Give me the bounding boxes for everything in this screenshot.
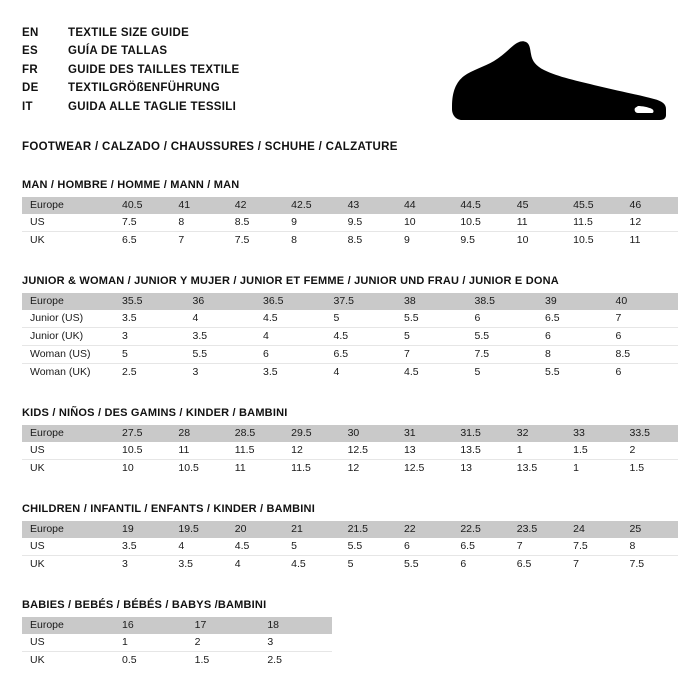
- cell: 4.5: [227, 538, 283, 556]
- section-title: JUNIOR & WOMAN / JUNIOR Y MUJER / JUNIOR ET FEMME / JUNIOR UND FRAU / JUNIOR E DONA: [22, 275, 559, 287]
- cell: 4: [255, 328, 326, 346]
- cell: 7: [170, 232, 226, 250]
- cell: 6: [608, 364, 679, 382]
- cell: 35.5: [114, 293, 185, 310]
- language-row: [22, 61, 240, 80]
- cell: 7.5: [467, 346, 538, 364]
- cell: 40.5: [114, 197, 170, 214]
- cell: 12: [283, 442, 339, 460]
- table-row: [22, 197, 678, 214]
- section-title: BABIES / BEBÉS / BÉBÉS / BABYS /BAMBINI: [22, 599, 267, 611]
- cell: 12.5: [396, 460, 452, 478]
- cell: 3: [114, 328, 185, 346]
- cell: 36: [185, 293, 256, 310]
- cell: 25: [622, 521, 678, 538]
- cell: 18: [259, 617, 332, 634]
- cell: 10.5: [452, 214, 508, 232]
- cell: 3.5: [185, 328, 256, 346]
- cell: 3.5: [170, 556, 226, 574]
- row-label: Woman (UK): [22, 364, 114, 382]
- cell: 5.5: [537, 364, 608, 382]
- table-row: [22, 652, 332, 670]
- size-table-babies: [22, 617, 332, 669]
- cell: 11: [509, 214, 565, 232]
- cell: 3: [114, 556, 170, 574]
- cell: 31: [396, 425, 452, 442]
- language-title: GUÍA DE TALLAS: [68, 45, 168, 58]
- section-title: CHILDREN / INFANTIL / ENFANTS / KINDER / BAMBINI: [22, 503, 315, 515]
- cell: 9.5: [452, 232, 508, 250]
- cell: 3.5: [114, 310, 185, 328]
- language-row: [22, 98, 240, 117]
- row-label: UK: [22, 556, 114, 574]
- cell: 11: [622, 232, 678, 250]
- cell: 5: [467, 364, 538, 382]
- section-babies: [22, 599, 678, 669]
- cell: 7.5: [622, 556, 678, 574]
- table-row: [22, 346, 678, 364]
- cell: 22: [396, 521, 452, 538]
- cell: 11.5: [283, 460, 339, 478]
- cell: 4.5: [396, 364, 467, 382]
- cell: 4.5: [255, 310, 326, 328]
- cell: 19.5: [170, 521, 226, 538]
- table-row: [22, 328, 678, 346]
- cell: 6.5: [452, 538, 508, 556]
- cell: 7.5: [114, 214, 170, 232]
- section-man: [22, 179, 678, 249]
- cell: 29.5: [283, 425, 339, 442]
- cell: 1: [565, 460, 621, 478]
- table-row: [22, 521, 678, 538]
- cell: 13: [396, 442, 452, 460]
- cell: 1: [114, 634, 187, 652]
- cell: 21: [283, 521, 339, 538]
- cell: 5: [396, 328, 467, 346]
- cell: 4: [326, 364, 397, 382]
- row-label: US: [22, 538, 114, 556]
- row-label: Europe: [22, 617, 114, 634]
- cell: 11: [227, 460, 283, 478]
- cell: 1.5: [187, 652, 260, 670]
- cell: 8.5: [227, 214, 283, 232]
- row-label: Woman (US): [22, 346, 114, 364]
- cell: 20: [227, 521, 283, 538]
- cell: 8: [622, 538, 678, 556]
- cell: 10.5: [114, 442, 170, 460]
- language-title: TEXTILE SIZE GUIDE: [68, 26, 190, 39]
- cell: 44.5: [452, 197, 508, 214]
- cell: 6.5: [326, 346, 397, 364]
- cell: 5: [326, 310, 397, 328]
- section-title: MAN / HOMBRE / HOMME / MANN / MAN: [22, 179, 240, 191]
- cell: 6: [452, 556, 508, 574]
- language-code: DE: [22, 82, 39, 95]
- cell: 38.5: [467, 293, 538, 310]
- cell: 2: [622, 442, 678, 460]
- cell: 10: [396, 214, 452, 232]
- cell: 8: [170, 214, 226, 232]
- cell: 9: [283, 214, 339, 232]
- cell: 11.5: [565, 214, 621, 232]
- row-label: UK: [22, 652, 114, 670]
- section-kids: [22, 407, 678, 477]
- size-table-man: [22, 197, 678, 249]
- document-header: [22, 24, 678, 129]
- cell: 10.5: [170, 460, 226, 478]
- cell: 7: [509, 538, 565, 556]
- table-row: [22, 617, 332, 634]
- cell: 5: [340, 556, 396, 574]
- cell: 10.5: [565, 232, 621, 250]
- cell: 42.5: [283, 197, 339, 214]
- cell: 12: [340, 460, 396, 478]
- cell: 16: [114, 617, 187, 634]
- row-label: Junior (UK): [22, 328, 114, 346]
- cell: 6.5: [537, 310, 608, 328]
- cell: 3: [259, 634, 332, 652]
- cell: 6: [608, 328, 679, 346]
- cell: 8: [283, 232, 339, 250]
- language-title: GUIDE DES TAILLES TEXTILE: [68, 63, 240, 76]
- table-row: [22, 310, 678, 328]
- table-row: [22, 442, 678, 460]
- cell: 44: [396, 197, 452, 214]
- cell: 46: [622, 197, 678, 214]
- cell: 19: [114, 521, 170, 538]
- cell: 33.5: [622, 425, 678, 442]
- language-title: GUIDA ALLE TAGLIE TESSILI: [68, 100, 237, 113]
- cell: 21.5: [340, 521, 396, 538]
- cell: 5: [114, 346, 185, 364]
- cell: 38: [396, 293, 467, 310]
- section-children: [22, 503, 678, 573]
- table-row: [22, 214, 678, 232]
- dress-shoe-icon: [442, 36, 672, 124]
- row-label: US: [22, 442, 114, 460]
- cell: 7.5: [565, 538, 621, 556]
- cell: 28.5: [227, 425, 283, 442]
- language-title-list: [22, 24, 240, 117]
- cell: 7.5: [227, 232, 283, 250]
- size-table-kids: [22, 425, 678, 477]
- row-label: Europe: [22, 521, 114, 538]
- cell: 2: [187, 634, 260, 652]
- cell: 9: [396, 232, 452, 250]
- language-code: EN: [22, 26, 39, 39]
- cell: 3: [185, 364, 256, 382]
- cell: 1.5: [622, 460, 678, 478]
- cell: 23.5: [509, 521, 565, 538]
- table-row: [22, 538, 678, 556]
- cell: 9.5: [340, 214, 396, 232]
- cell: 10: [509, 232, 565, 250]
- cell: 4.5: [283, 556, 339, 574]
- table-row: [22, 364, 678, 382]
- section-title: KIDS / NIÑOS / DES GAMINS / KINDER / BAMBINI: [22, 407, 288, 419]
- row-label: US: [22, 634, 114, 652]
- cell: 8.5: [608, 346, 679, 364]
- cell: 3.5: [255, 364, 326, 382]
- size-table-junior-woman: [22, 293, 678, 381]
- cell: 5.5: [396, 310, 467, 328]
- table-row: [22, 634, 332, 652]
- cell: 30: [340, 425, 396, 442]
- cell: 42: [227, 197, 283, 214]
- cell: 6: [467, 310, 538, 328]
- table-row: [22, 460, 678, 478]
- cell: 8: [537, 346, 608, 364]
- row-label: Europe: [22, 197, 114, 214]
- cell: 7: [565, 556, 621, 574]
- cell: 11: [170, 442, 226, 460]
- cell: 3.5: [114, 538, 170, 556]
- cell: 12: [622, 214, 678, 232]
- cell: 45: [509, 197, 565, 214]
- cell: 6: [396, 538, 452, 556]
- cell: 13.5: [509, 460, 565, 478]
- cell: 6.5: [509, 556, 565, 574]
- cell: 10: [114, 460, 170, 478]
- cell: 41: [170, 197, 226, 214]
- cell: 4.5: [326, 328, 397, 346]
- cell: 6.5: [114, 232, 170, 250]
- table-row: [22, 425, 678, 442]
- row-label: Europe: [22, 425, 114, 442]
- row-label: UK: [22, 460, 114, 478]
- cell: 7: [396, 346, 467, 364]
- cell: 40: [608, 293, 679, 310]
- cell: 17: [187, 617, 260, 634]
- cell: 2.5: [114, 364, 185, 382]
- language-code: FR: [22, 63, 38, 76]
- table-row: [22, 556, 678, 574]
- cell: 37.5: [326, 293, 397, 310]
- section-junior-woman: [22, 275, 678, 381]
- cell: 36.5: [255, 293, 326, 310]
- cell: 4: [185, 310, 256, 328]
- cell: 1.5: [565, 442, 621, 460]
- cell: 7: [608, 310, 679, 328]
- cell: 6: [255, 346, 326, 364]
- cell: 13: [452, 460, 508, 478]
- cell: 11.5: [227, 442, 283, 460]
- language-row: [22, 80, 240, 99]
- cell: 6: [537, 328, 608, 346]
- cell: 43: [340, 197, 396, 214]
- cell: 5.5: [467, 328, 538, 346]
- cell: 5.5: [185, 346, 256, 364]
- cell: 0.5: [114, 652, 187, 670]
- cell: 27.5: [114, 425, 170, 442]
- cell: 33: [565, 425, 621, 442]
- row-label: Europe: [22, 293, 114, 310]
- cell: 4: [227, 556, 283, 574]
- cell: 8.5: [340, 232, 396, 250]
- row-label: US: [22, 214, 114, 232]
- cell: 1: [509, 442, 565, 460]
- cell: 5.5: [340, 538, 396, 556]
- row-label: UK: [22, 232, 114, 250]
- language-row: [22, 43, 240, 62]
- cell: 4: [170, 538, 226, 556]
- cell: 39: [537, 293, 608, 310]
- table-row: [22, 232, 678, 250]
- cell: 32: [509, 425, 565, 442]
- cell: 2.5: [259, 652, 332, 670]
- language-code: ES: [22, 45, 38, 58]
- cell: 5.5: [396, 556, 452, 574]
- language-row: [22, 24, 240, 43]
- size-table-children: [22, 521, 678, 573]
- cell: 13.5: [452, 442, 508, 460]
- table-row: [22, 293, 678, 310]
- cell: 31.5: [452, 425, 508, 442]
- row-label: Junior (US): [22, 310, 114, 328]
- cell: 12.5: [340, 442, 396, 460]
- cell: 45.5: [565, 197, 621, 214]
- language-code: IT: [22, 100, 33, 113]
- cell: 22.5: [452, 521, 508, 538]
- language-title: TEXTILGRÖßENFÜHRUNG: [68, 82, 220, 95]
- category-heading: FOOTWEAR / CALZADO / CHAUSSURES / SCHUHE / CALZATURE: [22, 141, 398, 153]
- cell: 28: [170, 425, 226, 442]
- cell: 5: [283, 538, 339, 556]
- cell: 24: [565, 521, 621, 538]
